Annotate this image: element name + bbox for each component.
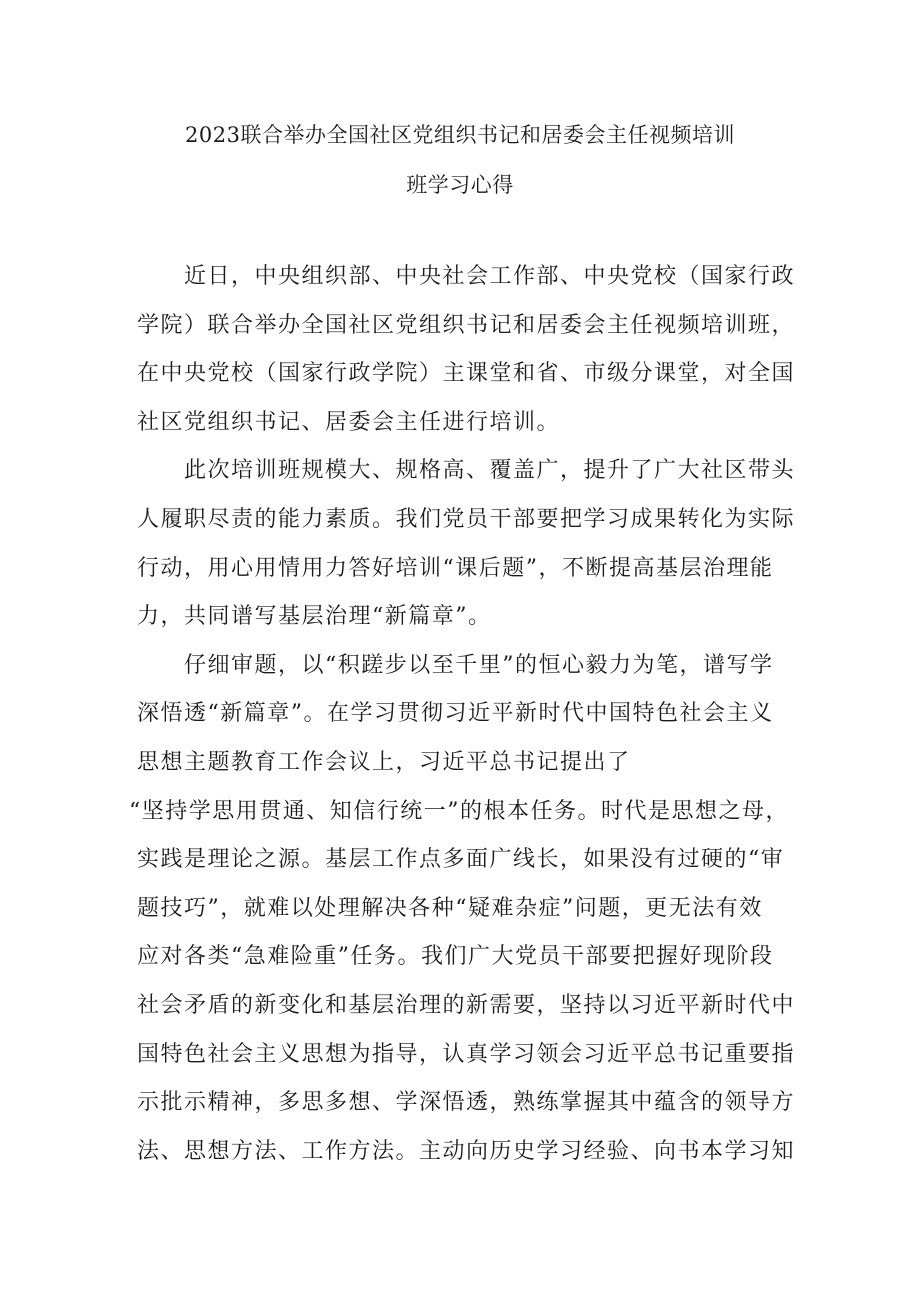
text-line: 人履职尽责的能力素质。我们党员干部要把学习成果转化为实际 [137,506,796,532]
paragraph-3 [129,642,797,1177]
text-line: 仔细审题，以“积蹉步以至千里”的恒心毅力为笔，谱写学 [184,652,774,678]
text-line: 国特色社会主义思想为指导，认真学习领会习近平总书记重要指 [137,1041,796,1067]
paragraph-1 [137,253,797,447]
text-line: 此次培训班规模大、规格高、覆盖广，提升了广大社区带头 [184,458,796,484]
text-line: 题技巧”，就难以处理解决各种“疑难杂症”问题，更无法有效 [137,895,763,921]
document-title-line-1: 2023联合举办全国社区党组织书记和居委会主任视频培训 [185,123,735,147]
text-line: “坚持学思用贯通、知信行统一”的根本任务。时代是思想之母， [129,798,789,824]
text-line: 社会矛盾的新变化和基层治理的新需要，坚持以习近平新时代中 [137,992,796,1018]
paragraph-2 [137,447,797,641]
document-title-line-2: 班学习心得 [406,173,514,197]
text-line: 法、思想方法、工作方法。主动向历史学习经验、向书本学习知 [137,1138,796,1164]
text-line: 近日，中央组织部、中央社会工作部、中央党校（国家行政 [184,264,796,289]
text-line: 行动，用心用情用力答好培训“课后题”，不断提高基层治理能 [137,555,774,581]
text-line: 深悟透“新篇章”。在学习贯彻习近平新时代中国特色社会主义 [137,701,774,727]
document-body [129,253,797,1176]
text-line: 在中央党校（国家行政学院）主课堂和省、市级分课堂，对全国 [137,361,796,387]
text-line: 力，共同谱写基层治理“新篇章”。 [137,604,492,630]
text-line: 示批示精神，多思多想、学深悟透，熟练掌握其中蕴含的领导方 [137,1090,796,1116]
text-line: 社区党组织书记、居委会主任进行培训。 [137,409,561,435]
text-line: 学院）联合举办全国社区党组织书记和居委会主任视频培训班， [137,312,796,338]
text-line: 实践是理论之源。基层工作点多面广线长，如果没有过硬的“审 [137,847,785,873]
text-line: 思想主题教育工作会议上，习近平总书记提出了 [137,749,631,775]
text-line: 应对各类“急难险重”任务。我们广大党员干部要把握好现阶段 [137,944,774,970]
